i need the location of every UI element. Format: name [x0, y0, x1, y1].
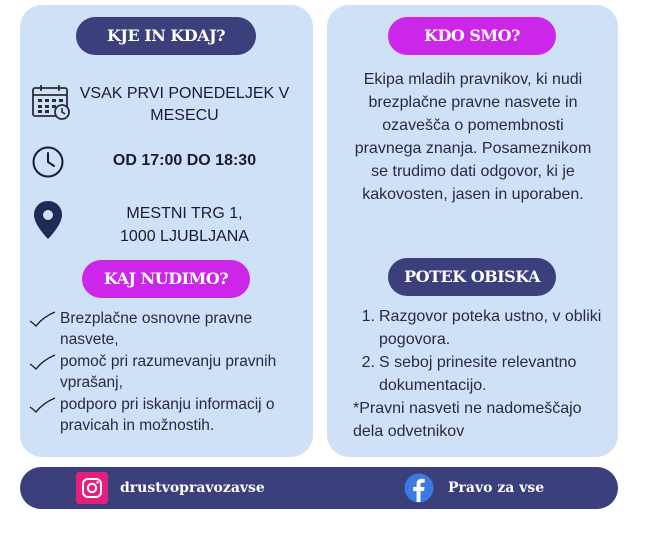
clock-icon	[31, 145, 65, 179]
info-card-left	[20, 5, 313, 457]
schedule-text: VSAK PRVI PONEDELJEK V MESECU	[79, 85, 290, 124]
list-item	[28, 308, 313, 350]
time-text: OD 17:00 DO 18:30	[112, 152, 257, 169]
step-number: 2.	[361, 354, 375, 371]
check-icon	[28, 311, 56, 327]
check-icon	[28, 354, 56, 370]
instagram-icon[interactable]	[76, 472, 108, 504]
offer-text: podporo pri iskanju informacij o pravicah in možnostih.	[60, 396, 275, 434]
address-line1: MESTNI TRG 1,	[126, 205, 243, 222]
heading-visit-process: POTEK OBISKA	[388, 258, 556, 296]
offer-list	[28, 308, 313, 437]
offer-text: pomoč pri razumevanju pravnih vprašanj,	[60, 353, 277, 391]
heading-who-we-are: KDO SMO?	[388, 17, 556, 55]
instagram-handle[interactable]: drustvopravozavse	[120, 480, 265, 496]
list-item	[28, 394, 313, 436]
step-text: Razgovor poteka ustno, v obliki pogovora.	[379, 308, 602, 348]
step-number: 1.	[361, 308, 375, 325]
check-icon	[28, 397, 56, 413]
offer-text: Brezplačne osnovne pravne nasvete,	[60, 310, 253, 348]
list-item	[345, 305, 615, 351]
facebook-page-name[interactable]: Pravo za vse	[448, 480, 545, 496]
heading-where-when: KJE IN KDAJ?	[76, 17, 256, 55]
step-text: S seboj prinesite relevantno dokumentacijo.	[379, 354, 577, 394]
location-pin-icon	[32, 200, 64, 240]
calendar-icon	[31, 83, 71, 121]
disclaimer-note: *Pravni nasveti ne nadomeščajo dela odvetnikov	[353, 400, 582, 440]
heading-what-we-offer: KAJ NUDIMO?	[82, 260, 250, 298]
address-line2: 1000 LJUBLJANA	[120, 228, 249, 245]
list-item	[28, 351, 313, 393]
info-card-right	[327, 5, 618, 457]
facebook-icon[interactable]	[404, 473, 434, 503]
list-item	[345, 351, 615, 397]
about-text: Ekipa mladih pravnikov, ki nudi brezplačne pravne nasvete in ozavešča o pomembnosti pravnega znanja. Posameznikom se trudimo dati odgovor, ki je kakovosten, jasen in uporaben.	[354, 71, 592, 203]
visit-steps	[345, 305, 615, 397]
social-footer	[20, 467, 618, 509]
